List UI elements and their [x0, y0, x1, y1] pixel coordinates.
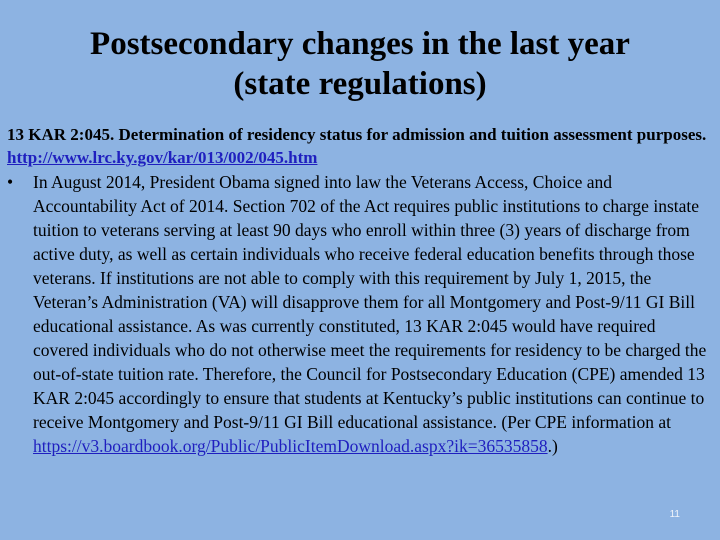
bullet-marker: •: [7, 172, 14, 192]
bullet-body: In August 2014, President Obama signed into law the Veterans Access, Choice and Accountability Act of 2014. Section 702 of the Act requires public institutions to charge instate tuition to veterans serving at least 90 days who enroll within three (3) years of discharge from active duty, as well as certain individuals who receive federal education benefits through those veterans. If institutions are not able to comply with this requirement by July 1, 2015, the Veteran’s Administration (VA) will disapprove them for all Montgomery and Post-9/11 GI Bill educational assistance. As was currently constituted, 13 KAR 2:045 would have required covered individuals who do not otherwise meet the requirements for residency to be charged the out-of-state tuition rate. Therefore, the Council for Postsecondary Education (CPE) amended 13 KAR 2:045 accordingly to ensure that students at Kentucky’s public institutions can continue to receive Montgomery and Post-9/11 GI Bill educational assistance. (Per CPE information at: [33, 172, 707, 432]
title-line-1: Postsecondary changes in the last year: [90, 26, 630, 62]
title-line-2: (state regulations): [233, 66, 487, 102]
bullet-item: [7, 170, 715, 458]
bullet-end: .): [547, 436, 558, 456]
slide-title: [0, 24, 720, 104]
page-number: 11: [669, 509, 680, 520]
cpe-information-link[interactable]: https://v3.boardbook.org/Public/PublicItemDownload.aspx?ik=36535858: [33, 436, 548, 456]
slide-content: [7, 124, 715, 458]
bullet-text: [33, 170, 711, 458]
regulation-link[interactable]: http://www.lrc.ky.gov/kar/013/002/045.htm: [7, 148, 318, 167]
regulation-heading: 13 KAR 2:045. Determination of residency status for admission and tuition assessment purposes.: [7, 125, 707, 144]
